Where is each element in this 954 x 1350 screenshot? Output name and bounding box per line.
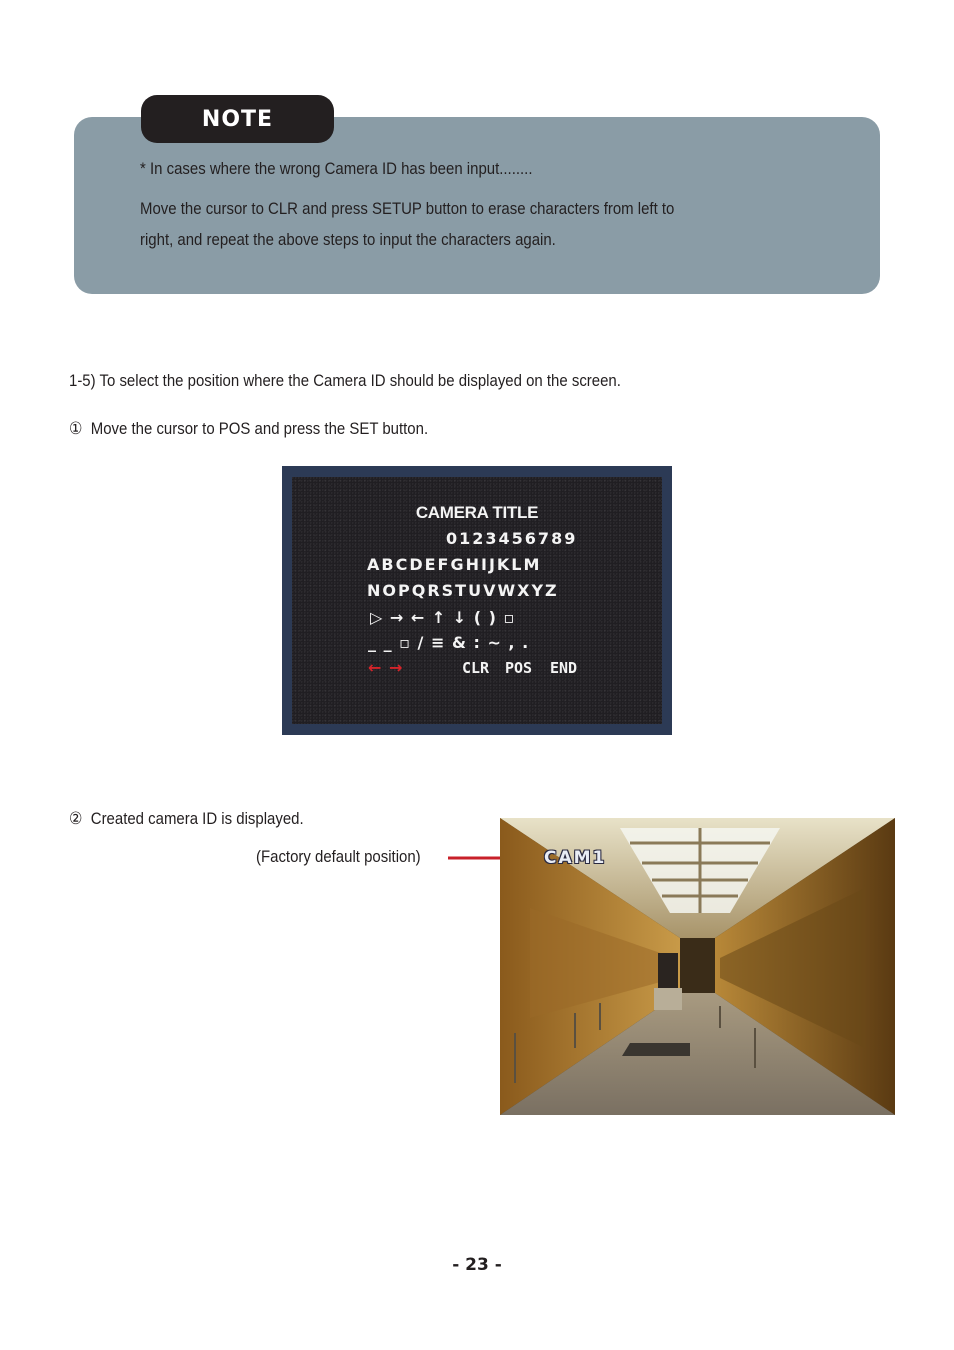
osd-pos: POS — [505, 659, 533, 677]
note-line-2: Move the cursor to CLR and press SETUP button to erase characters from left to — [140, 199, 675, 218]
factory-default-callout: (Factory default position) — [256, 847, 421, 866]
osd-end: END — [550, 659, 578, 677]
osd-screen — [292, 477, 662, 724]
osd-symbols-1: ▷ → ← ↑ ↓ ( ) ▫ — [370, 608, 516, 627]
step-1 — [69, 419, 428, 439]
section-heading: 1-5) To select the position where the Camera ID should be displayed on the screen. — [69, 371, 621, 390]
note-line-1: * In cases where the wrong Camera ID has been input........ — [140, 159, 533, 178]
note-tag: NOTE — [141, 95, 334, 143]
osd-screen-frame — [282, 466, 672, 735]
note-line-3: right, and repeat the above steps to input the characters again. — [140, 230, 556, 249]
osd-symbols-2: _ _ ▫ / ≡ & : ~ , . — [368, 633, 530, 652]
osd-row-n-z: NOPQRSTUVWXYZ — [367, 581, 559, 600]
step-2-text: Created camera ID is displayed. — [90, 809, 304, 828]
step-1-marker: ① — [69, 419, 83, 438]
osd-digits: 0123456789 — [446, 529, 578, 548]
camera-view-photo — [500, 818, 895, 1115]
step-1-text: Move the cursor to POS and press the SET button. — [90, 419, 429, 438]
osd-nav-arrows: ← → — [368, 658, 404, 677]
step-2 — [69, 809, 304, 829]
page-number: - 23 - — [452, 1255, 502, 1275]
camera-id-overlay: CAM1 — [544, 848, 607, 868]
osd-clr: CLR — [462, 659, 490, 677]
step-2-marker: ② — [69, 809, 83, 828]
osd-row-a-m: ABCDEFGHIJKLM — [367, 555, 542, 574]
osd-title: CAMERA TITLE — [415, 503, 539, 522]
